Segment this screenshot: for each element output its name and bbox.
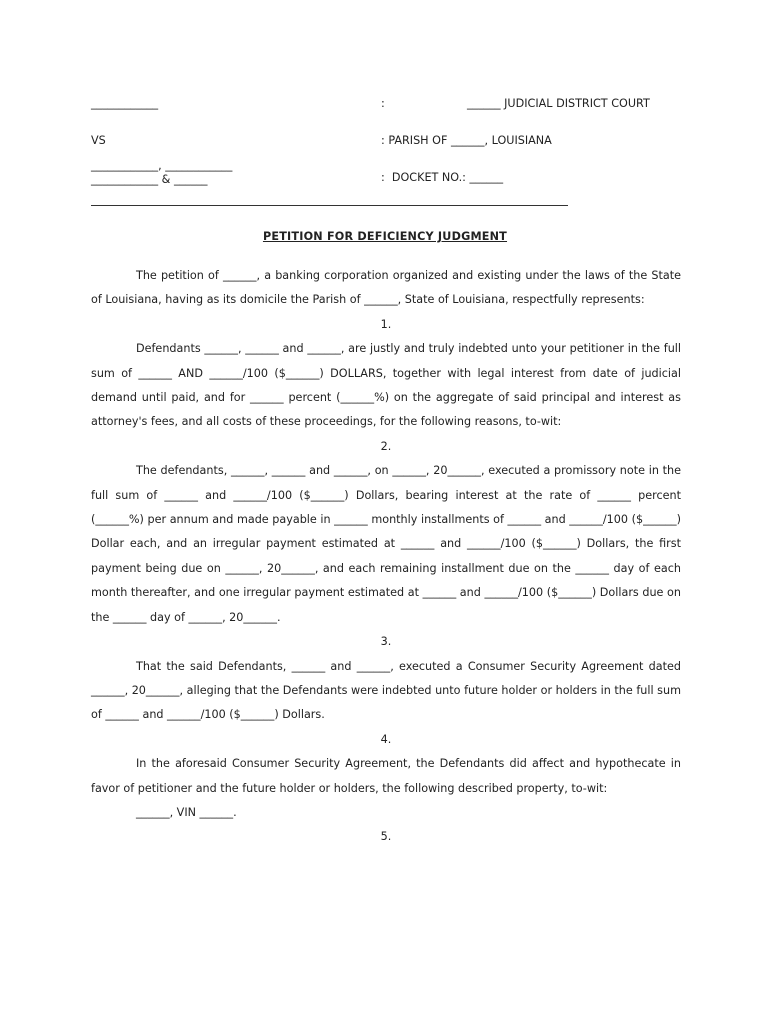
section-paragraph: That the said Defendants, ______ and ______, executed a Consumer Security Agreement dated ______, 20______, alleging that the Defendants were indebted unto future holder or holders in the full sum of ______ and ______/100 ($______) Dollars. xyxy=(91,659,681,722)
property-description: ______, VIN ______. xyxy=(136,805,237,819)
section-number: 3. xyxy=(380,635,392,649)
section-paragraph: In the aforesaid Consumer Security Agreement, the Defendants did affect and hypothecate in favor of petitioner and the future holder or holders, the following described property, to-wit: xyxy=(91,757,681,795)
caption-colon: : xyxy=(381,97,385,110)
section-paragraph: Defendants ______, ______ and ______, are justly and truly indebted unto your petitioner in the full sum of ______ AND ______/100 ($______) DOLLARS, together with legal interest from date of judicial demand until paid, and for ______ percent (______%) on the aggregate of said principal and interest as attorney's fees, and all costs of these proceedings, for the following reasons, to-wit: xyxy=(91,342,681,429)
parish-line: : PARISH OF ______, LOUISIANA xyxy=(381,134,552,147)
versus-label: VS xyxy=(91,134,106,147)
defendants-line-2: ____________ & ______ xyxy=(91,173,208,186)
section-number: 4. xyxy=(380,732,392,746)
section-number: 1. xyxy=(380,317,392,331)
intro-paragraph: The petition of ______, a banking corporation organized and existing under the laws of the State of Louisiana, having as its domicile the Parish of ______, State of Louisiana, respectfully represents: xyxy=(91,269,681,307)
document-title: PETITION FOR DEFICIENCY JUDGMENT xyxy=(262,230,508,243)
defendants-line-1: ____________, ____________ xyxy=(91,159,233,172)
plaintiff-blank: ____________ xyxy=(91,97,159,110)
petition-body xyxy=(91,264,681,850)
court-name: ______ JUDICIAL DISTRICT COURT xyxy=(467,97,650,110)
section-number: 2. xyxy=(380,439,392,453)
caption-divider xyxy=(91,205,568,206)
section-paragraph: The defendants, ______, ______ and ______, on ______, 20______, executed a promissory note in the full sum of ______ and ______/100 ($______) Dollars, bearing interest at the rate of ______ percent (______%) per annum and made payable in ______ monthly installments of ______ and ______/100 ($______) Dollar each, and an irregular payment estimated at ______ and ______/100 ($______) Dollars, the first payment being due on ______, 20______, and each remaining installment due on the ______ day of each month thereafter, and one irregular payment estimated at ______ and ______/100 ($______) Dollars due on the ______ day of ______, 20______. xyxy=(91,464,681,624)
section-number: 5. xyxy=(380,830,392,844)
docket-number: : DOCKET NO.: ______ xyxy=(381,171,504,184)
